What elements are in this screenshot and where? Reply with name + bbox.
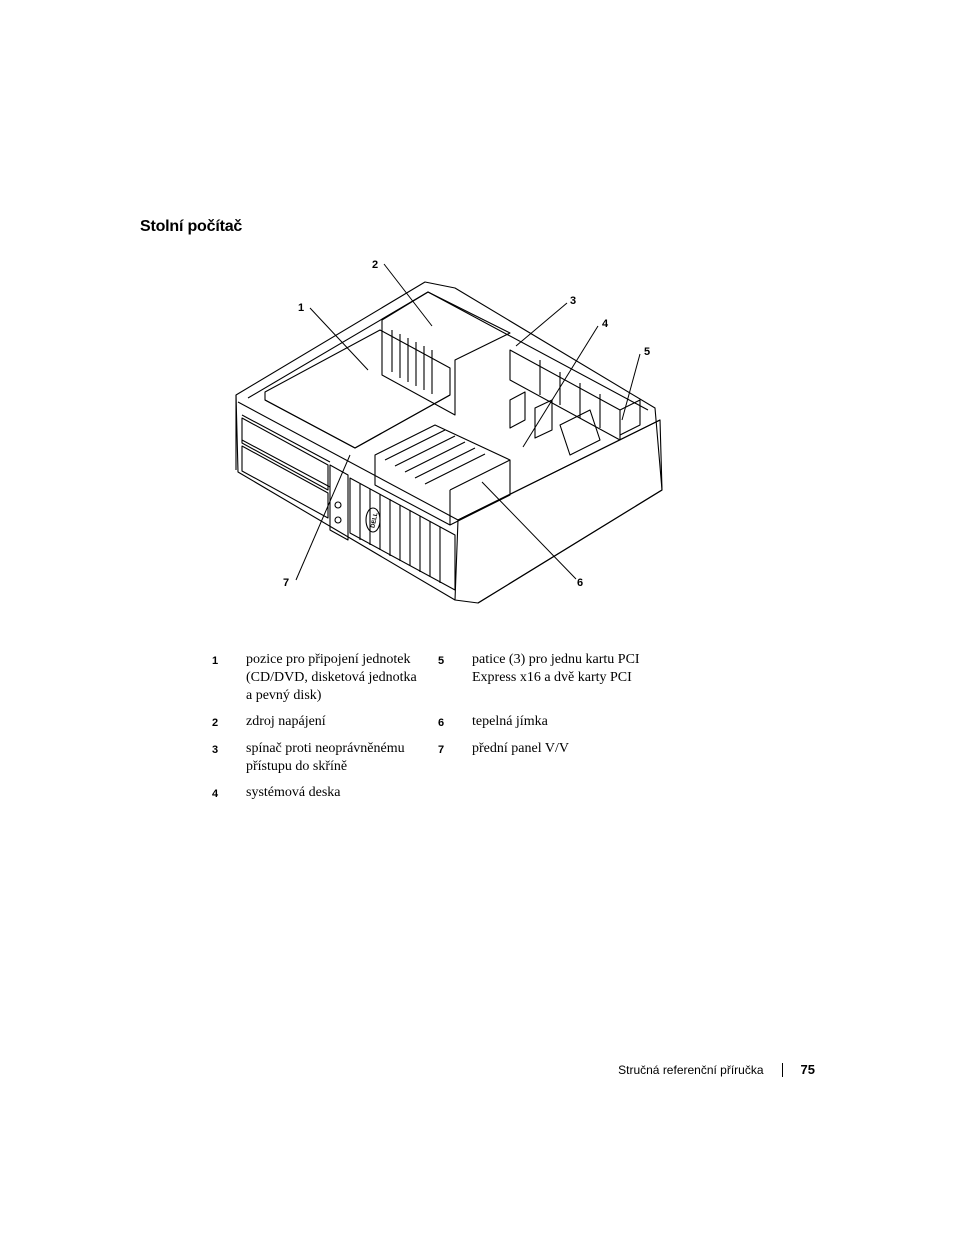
footer-divider [782,1063,783,1077]
callout-line-5 [622,354,640,420]
callout-4: 4 [602,318,609,330]
legend-item [438,651,664,705]
legend-text: spínač proti neoprávněnému přístupu do skříně [246,741,405,774]
computer-diagram [220,250,690,610]
drive-cage [265,330,450,448]
legend-text: pozice pro připojení jednotek (CD/DVD, disketová jednotka a pevný disk) [246,652,417,703]
footer-doc-title: Stručná referenční příručka [618,1062,764,1077]
chassis-outline [236,282,662,603]
legend-table [212,651,672,811]
computer-illustration [220,250,690,610]
legend-text: patice (3) pro jednu kartu PCI Express x16 a dvě karty PCI [472,652,640,685]
legend-item [212,651,438,705]
legend-number: 1 [212,655,219,667]
section-title: Stolní počítač [140,218,243,235]
callout-2: 2 [372,259,379,271]
callout-5: 5 [644,346,651,358]
power-supply [382,292,510,415]
page-number: 75 [800,1062,815,1077]
dell-logo: DELL [370,512,380,529]
legend-item [212,713,438,732]
legend-item [212,740,438,776]
legend-text: systémová deska [246,785,341,800]
page-footer [618,1062,815,1077]
legend-text: tepelná jímka [472,714,548,729]
callout-6: 6 [577,577,584,589]
callout-3: 3 [570,295,577,307]
callout-line-1 [310,308,368,370]
legend-number: 6 [438,717,445,729]
legend-row [212,784,672,803]
callout-7: 7 [283,577,290,589]
legend-text: přední panel V/V [472,741,569,756]
legend-item [438,713,664,732]
callout-1: 1 [298,302,305,314]
callout-line-2 [384,264,432,326]
callout-line-4 [523,326,598,447]
legend-item [212,784,438,803]
legend-number: 5 [438,655,445,667]
legend-number: 2 [212,717,219,729]
legend-number: 3 [212,744,219,756]
legend-item [438,740,664,776]
callout-line-6 [482,482,576,579]
legend-number: 4 [212,788,219,800]
legend-row [212,651,672,705]
legend-row [212,740,672,776]
legend-row [212,713,672,732]
legend-number: 7 [438,744,445,756]
legend-text: zdroj napájení [246,714,326,729]
